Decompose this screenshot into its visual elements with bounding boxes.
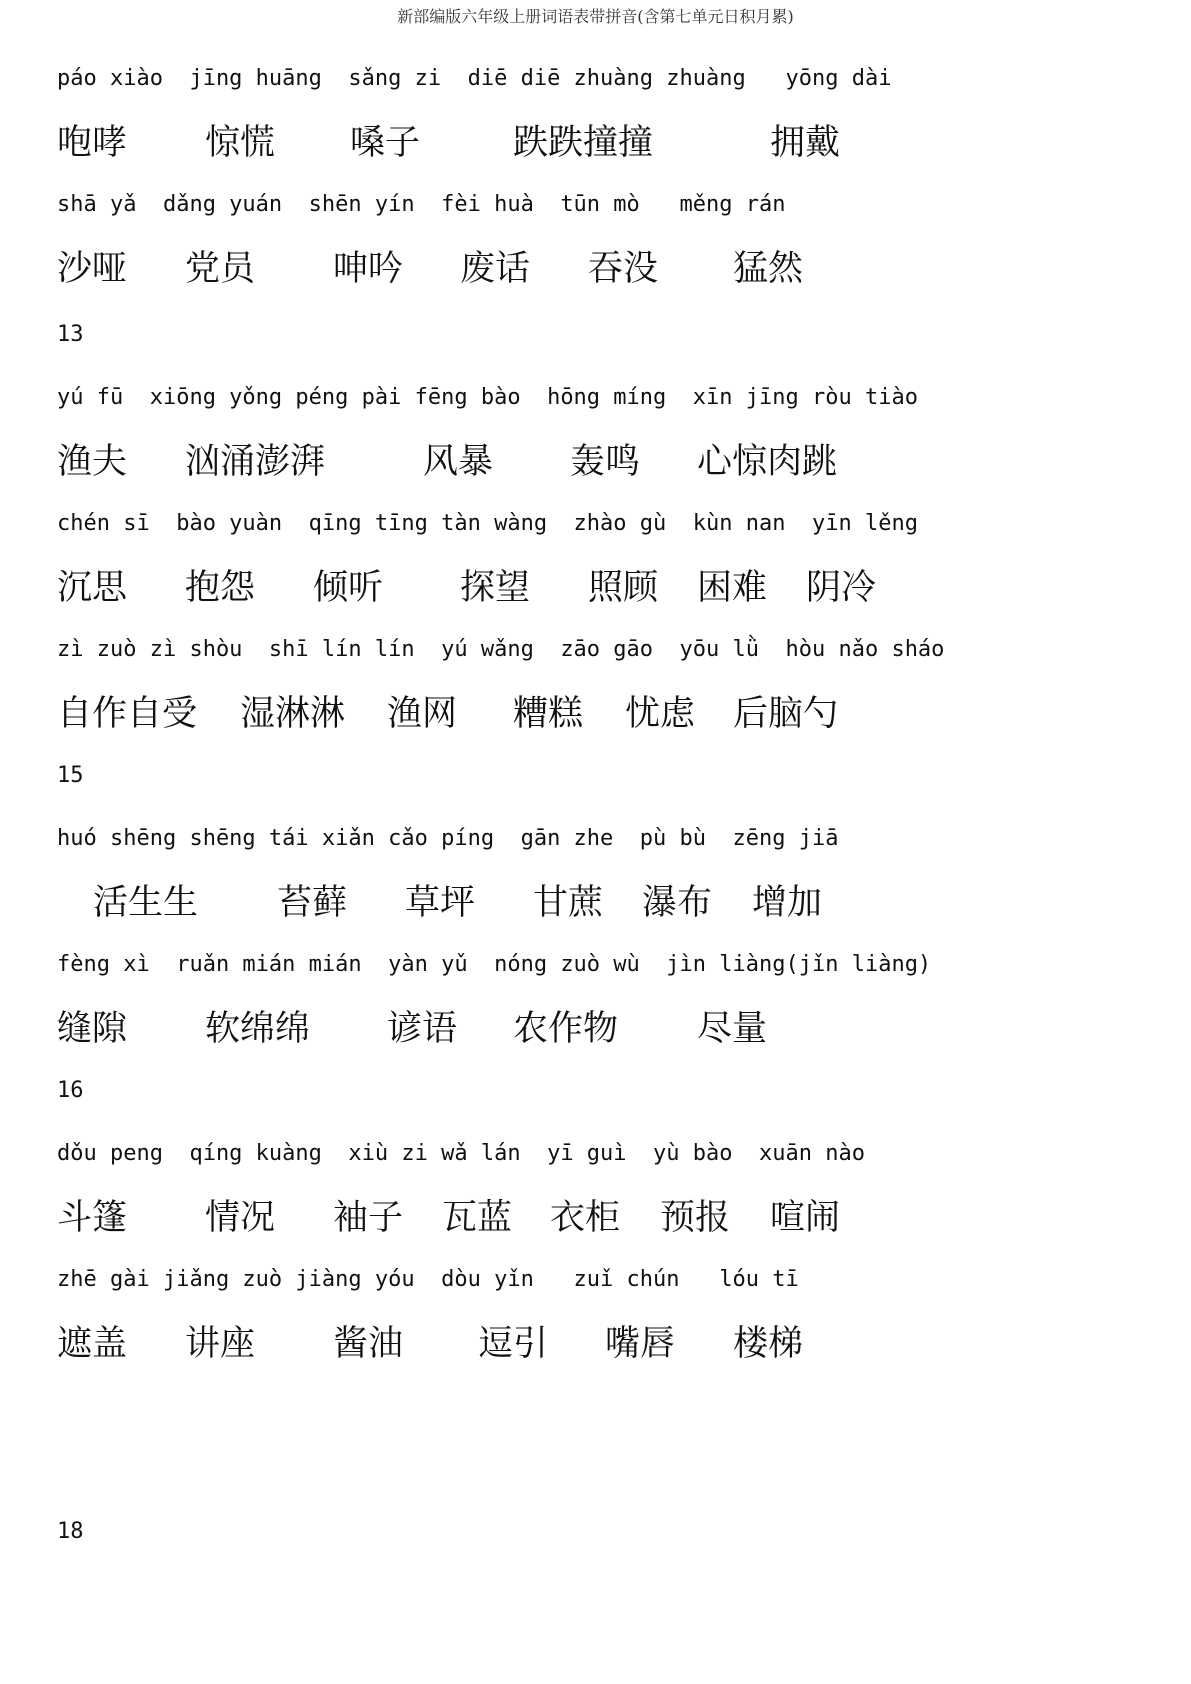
pinyin-line: dǒu peng qíng kuàng xiù zi wǎ lán yī guì yù bào xuān nào [57, 1141, 865, 1166]
vocab-word: 逗引 [478, 1324, 549, 1364]
word-line [0, 1001, 1191, 1049]
word-line [0, 241, 1191, 289]
vocab-word: 猛然 [733, 249, 804, 289]
vocab-word: 忧虑 [625, 694, 696, 734]
unit-number: 15 [57, 763, 84, 788]
vocab-word: 瓦蓝 [442, 1198, 513, 1238]
vocab-word: 拥戴 [770, 123, 841, 163]
vocab-word: 酱油 [333, 1324, 404, 1364]
vocab-word: 斗篷 [57, 1198, 128, 1238]
vocab-word: 缝隙 [57, 1009, 128, 1049]
vocab-word: 甘蔗 [533, 883, 604, 923]
vocab-word: 喧闹 [770, 1198, 841, 1238]
pinyin-line: shā yǎ dǎng yuán shēn yín fèi huà tūn mò měng rán [57, 192, 786, 217]
word-line [0, 1316, 1191, 1364]
vocab-word: 咆哮 [57, 123, 128, 163]
vocab-word: 风暴 [423, 442, 494, 482]
vocab-word: 抱怨 [185, 568, 256, 608]
vocab-word: 软绵绵 [205, 1009, 311, 1049]
vocab-word: 瀑布 [642, 883, 713, 923]
vocab-word: 草坪 [405, 883, 476, 923]
vocab-word: 嘴唇 [605, 1324, 676, 1364]
vocab-word: 增加 [752, 883, 823, 923]
pinyin-line: yú fū xiōng yǒng péng pài fēng bào hōng míng xīn jīng ròu tiào [57, 385, 918, 410]
vocab-word: 谚语 [387, 1009, 458, 1049]
pinyin-line: zì zuò zì shòu shī lín lín yú wǎng zāo gāo yōu lǜ hòu nǎo sháo [57, 637, 945, 662]
pinyin-line: chén sī bào yuàn qīng tīng tàn wàng zhào gù kùn nan yīn lěng [57, 511, 918, 536]
vocab-word: 糟糕 [513, 694, 584, 734]
unit-number: 13 [57, 322, 84, 347]
vocab-word: 讲座 [185, 1324, 256, 1364]
page-header-title: 新部编版六年级上册词语表带拼音(含第七单元日积月累) [397, 7, 794, 26]
vocab-word: 沉思 [57, 568, 128, 608]
vocab-word: 心惊肉跳 [697, 442, 838, 482]
vocab-word: 湿淋淋 [240, 694, 346, 734]
vocab-word: 沙哑 [57, 249, 128, 289]
vocab-word: 预报 [660, 1198, 731, 1238]
vocab-word: 楼梯 [733, 1324, 804, 1364]
unit-number: 18 [57, 1519, 84, 1544]
vocab-word: 农作物 [513, 1009, 619, 1049]
vocab-word: 苔藓 [277, 883, 348, 923]
vocab-word: 惊慌 [205, 123, 276, 163]
vocab-word: 吞没 [588, 249, 659, 289]
vocab-word: 阴冷 [806, 568, 877, 608]
vocab-word: 照顾 [588, 568, 659, 608]
vocab-word: 轰鸣 [570, 442, 641, 482]
unit-number: 16 [57, 1078, 84, 1103]
word-line [0, 686, 1191, 734]
vocab-word: 衣柜 [550, 1198, 621, 1238]
vocab-word: 党员 [185, 249, 256, 289]
vocab-word: 渔网 [387, 694, 458, 734]
vocab-word: 困难 [697, 568, 768, 608]
vocab-word: 袖子 [333, 1198, 404, 1238]
vocab-word: 嗓子 [350, 123, 421, 163]
vocab-word: 遮盖 [57, 1324, 128, 1364]
vocab-word: 汹涌澎湃 [185, 442, 326, 482]
vocab-word: 自作自受 [57, 694, 198, 734]
word-line [0, 875, 1191, 923]
vocab-word: 活生生 [93, 883, 199, 923]
vocab-word: 后脑勺 [733, 694, 839, 734]
word-line [0, 1190, 1191, 1238]
pinyin-line: zhē gài jiǎng zuò jiàng yóu dòu yǐn zuǐ chún lóu tī [57, 1267, 799, 1292]
word-line [0, 560, 1191, 608]
pinyin-line: fèng xì ruǎn mián mián yàn yǔ nóng zuò wù jìn liàng(jǐn liàng) [57, 952, 932, 977]
word-line [0, 434, 1191, 482]
vocab-word: 倾听 [313, 568, 384, 608]
vocab-word: 废话 [460, 249, 531, 289]
pinyin-line: páo xiào jīng huāng sǎng zi diē diē zhuàng zhuàng yōng dài [57, 66, 892, 91]
vocab-word: 跌跌撞撞 [513, 123, 654, 163]
vocab-word: 情况 [205, 1198, 276, 1238]
pinyin-line: huó shēng shēng tái xiǎn cǎo píng gān zhe pù bù zēng jiā [57, 826, 839, 851]
vocab-word: 渔夫 [57, 442, 128, 482]
word-line [0, 115, 1191, 163]
vocab-word: 尽量 [697, 1009, 768, 1049]
vocab-word: 探望 [460, 568, 531, 608]
vocab-word: 呻吟 [333, 249, 404, 289]
